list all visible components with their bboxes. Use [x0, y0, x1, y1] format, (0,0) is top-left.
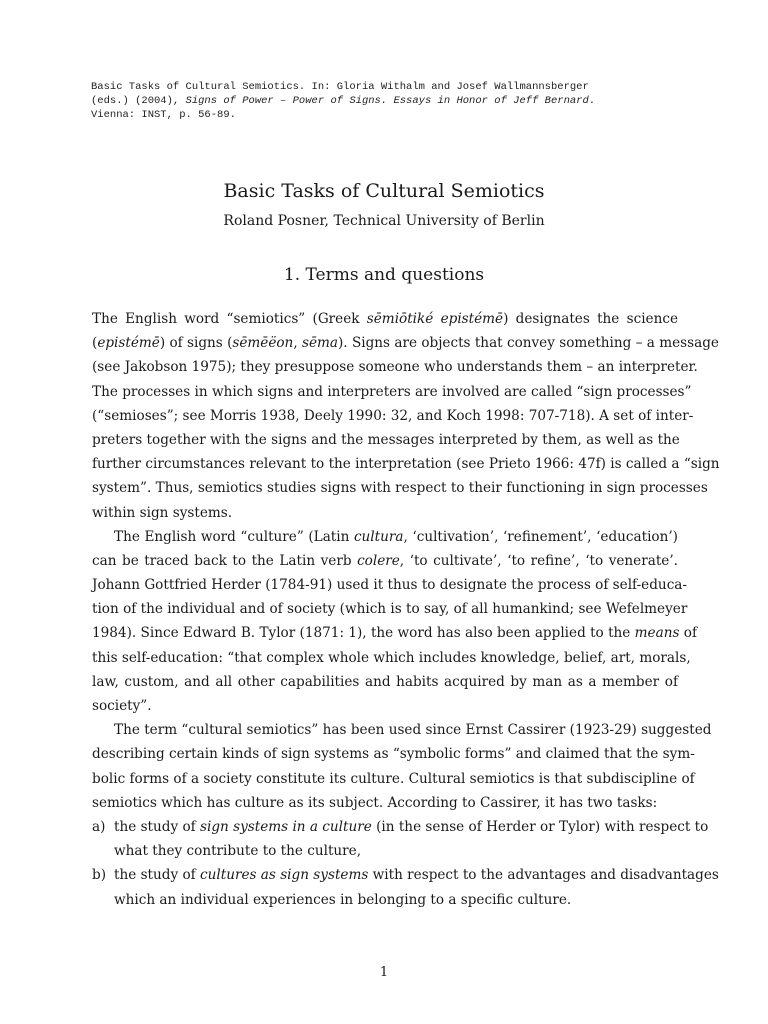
section-heading: 1. Terms and questions — [283, 265, 485, 285]
italic-term: colere — [357, 552, 400, 569]
page-number: 1 — [379, 965, 389, 980]
citation-header — [91, 80, 691, 122]
text-run: society”. — [92, 698, 152, 714]
text-run: The processes in which signs and interpreters are involved are called “sign processes” — [92, 383, 692, 400]
citation-line-2 — [91, 94, 691, 108]
body-line — [92, 888, 678, 912]
body-text — [92, 307, 720, 912]
body-line — [92, 767, 695, 791]
body-line — [92, 404, 694, 428]
body-line — [92, 476, 708, 500]
body-line — [92, 380, 692, 404]
text-run: ) designates the science — [503, 311, 678, 327]
body-line — [92, 355, 698, 379]
italic-term: sēmiōtiké epistémē — [366, 311, 504, 327]
text-run: bolic forms of a society constitute its culture. Cultural semiotics is that subdiscipline of — [92, 770, 695, 787]
text-run: law, custom, and all other capabilities and habits acquired by man as a member of — [92, 673, 678, 690]
text-run: (in the sense of Herder or Tylor) with respect to — [371, 818, 709, 835]
text-run: preters together with the signs and the messages interpreted by them, as well as the — [92, 431, 680, 448]
italic-term: sēma — [301, 335, 338, 352]
citation-line-3: Vienna: INST, p. 56-89. — [91, 109, 236, 121]
body-line — [92, 863, 719, 887]
list-label: b) — [92, 867, 107, 884]
text-run: tion of the individual and of society (which is to say, of all humankind; see Wefelmeyer — [92, 601, 688, 618]
text-run: , — [293, 335, 302, 352]
text-run: further circumstances relevant to the interpretation (see Prieto 1966: 47f) is called a “sign — [92, 456, 720, 473]
text-run: with respect to the advantages and disadvantages — [368, 867, 719, 884]
text-run: ( — [92, 335, 98, 352]
text-run: ) of signs ( — [159, 335, 233, 352]
citation-line-1: Basic Tasks of Cultural Semiotics. In: Gloria Withalm and Josef Wallmannsberger — [91, 81, 589, 93]
body-line — [92, 331, 719, 355]
text-run: system”. Thus, semiotics studies signs with respect to their functioning in sign processes — [92, 480, 708, 497]
list-label: a) — [92, 818, 106, 835]
text-run: , ‘cultivation’, ‘refinement’, ‘education’) — [403, 528, 678, 545]
text-run: the study of — [114, 867, 201, 884]
text-run: this self-education: “that complex whole which includes knowledge, belief, art, morals, — [92, 649, 691, 666]
text-run: 1984). Since Edward B. Tylor (1871: 1), the word has also been applied to the — [92, 625, 635, 642]
text-run: Johann Gottfried Herder (1784-91) used it thus to designate the process of self-educa- — [92, 577, 687, 594]
body-line — [92, 597, 688, 621]
body-line — [92, 307, 678, 331]
body-line — [92, 525, 678, 549]
body-line — [92, 742, 695, 766]
body-line — [92, 621, 697, 645]
text-run: the study of — [114, 818, 201, 835]
body-line — [92, 815, 709, 839]
text-run: The English word “culture” (Latin — [114, 528, 354, 545]
body-line — [92, 791, 678, 815]
text-run: can be traced back to the Latin verb — [92, 552, 358, 569]
text-run: describing certain kinds of sign systems as “symbolic forms” and claimed that the sym- — [92, 746, 695, 763]
text-run: (see Jakobson 1975); they presuppose someone who understands them – an interpreter. — [92, 359, 698, 376]
citation-line-2-prefix: (eds.) (2004), — [91, 95, 186, 107]
text-run: The term “cultural semiotics” has been used since Ernst Cassirer (1923-29) suggested — [114, 722, 712, 739]
citation-line-2-suffix: . — [588, 95, 596, 107]
body-line — [92, 549, 678, 573]
text-run: which an individual experiences in belonging to a specific culture. — [114, 891, 572, 908]
author-affiliation: Roland Posner, Technical University of Berlin — [223, 213, 545, 229]
text-run: semiotics which has culture as its subject. According to Cassirer, it has two tasks: — [92, 794, 658, 811]
paper-title: Basic Tasks of Cultural Semiotics — [223, 180, 545, 202]
body-line — [92, 694, 678, 718]
body-line — [92, 646, 691, 670]
body-line — [92, 573, 687, 597]
text-run: The English word “semiotics” (Greek — [92, 311, 367, 327]
text-run: of — [679, 625, 697, 642]
text-run: within sign systems. — [92, 504, 233, 521]
italic-term: cultures as sign systems — [200, 867, 369, 884]
body-line — [92, 501, 678, 525]
body-line — [92, 670, 678, 694]
body-line — [92, 718, 712, 742]
body-line — [92, 452, 720, 476]
text-run: what they contribute to the culture, — [114, 843, 362, 860]
italic-term: cultura — [353, 528, 404, 545]
text-run: , ‘to cultivate’, ‘to refine’, ‘to venerate’. — [399, 552, 678, 569]
text-run: (“semioses”; see Morris 1938, Deely 1990: 32, and Koch 1998: 707-718). A set of inter- — [92, 407, 694, 424]
italic-term: epistémē — [97, 335, 160, 352]
text-run: ). Signs are objects that convey something – a message — [338, 335, 719, 352]
italic-term: sēmēëon — [232, 335, 294, 352]
citation-book-title: Signs of Power – Power of Signs. Essays in Honor of Jeff Bernard — [185, 95, 589, 107]
italic-term: means — [634, 625, 680, 642]
body-line — [92, 839, 678, 863]
italic-term: sign systems in a culture — [200, 818, 372, 835]
body-line — [92, 428, 678, 452]
